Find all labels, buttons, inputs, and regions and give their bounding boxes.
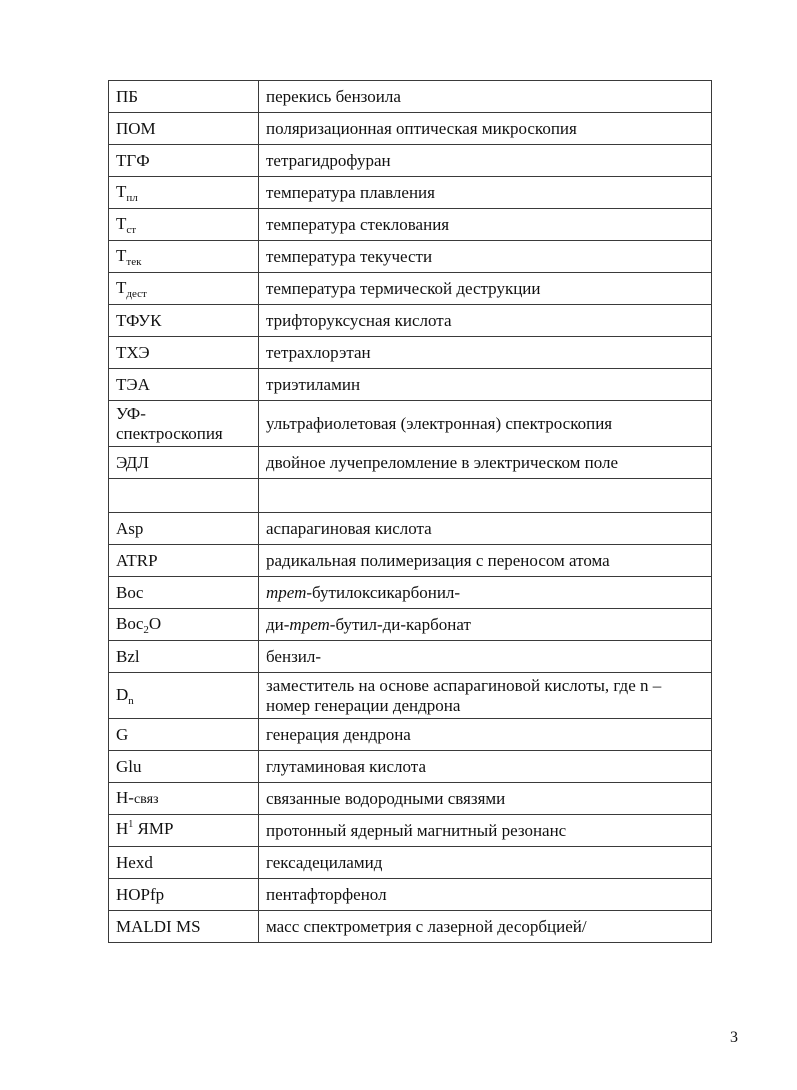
table-row bbox=[109, 305, 712, 337]
definition-rest: -бутил-ди-карбонат bbox=[329, 614, 471, 634]
table-row bbox=[109, 513, 712, 545]
term-cell: Bzl bbox=[109, 641, 259, 673]
term-main: Т bbox=[116, 277, 127, 297]
term-subscript: тек bbox=[126, 255, 142, 268]
definition-cell: радикальная полимеризация с переносом атома bbox=[259, 545, 712, 577]
table-row bbox=[109, 369, 712, 401]
definition-cell bbox=[259, 609, 712, 641]
term-subscript: n bbox=[128, 694, 134, 707]
definition-cell: гексадециламид bbox=[259, 847, 712, 879]
term-subscript: 2 bbox=[143, 623, 149, 636]
table-row bbox=[109, 751, 712, 783]
definition-cell: связанные водородными связями bbox=[259, 783, 712, 815]
definition-cell: трифторуксусная кислота bbox=[259, 305, 712, 337]
term-main: Т bbox=[116, 213, 127, 233]
term-after: ЯМР bbox=[133, 819, 174, 838]
term-superscript: 1 bbox=[128, 819, 134, 830]
term-main: D bbox=[116, 684, 129, 704]
term-cell: ЭДЛ bbox=[109, 447, 259, 479]
term-cell bbox=[109, 177, 259, 209]
term-cell: ТЭА bbox=[109, 369, 259, 401]
definition-rest: -бутилоксикарбонил- bbox=[306, 582, 461, 602]
term-cell: ТФУК bbox=[109, 305, 259, 337]
empty-row bbox=[109, 479, 712, 513]
definition-cell: пентафторфенол bbox=[259, 879, 712, 911]
term-main: Н- bbox=[116, 787, 134, 807]
definition-cell: температура термической деструкции bbox=[259, 273, 712, 305]
definition-cell: тетрахлорэтан bbox=[259, 337, 712, 369]
table-row bbox=[109, 177, 712, 209]
table-row bbox=[109, 209, 712, 241]
term-main: Т bbox=[116, 181, 127, 201]
term-cell: УФ-спектроскопия bbox=[109, 401, 259, 447]
term-cell bbox=[109, 479, 259, 513]
page-number: 3 bbox=[730, 1029, 738, 1046]
definition-cell: аспарагиновая кислота bbox=[259, 513, 712, 545]
definition-cell: температура плавления bbox=[259, 177, 712, 209]
term-cell bbox=[109, 273, 259, 305]
term-cell: Glu bbox=[109, 751, 259, 783]
term-cell: G bbox=[109, 719, 259, 751]
term-subscript: пл bbox=[126, 191, 138, 204]
term-small: связ bbox=[133, 791, 159, 807]
term-cell: ТГФ bbox=[109, 145, 259, 177]
table-row bbox=[109, 641, 712, 673]
term-main: Boc bbox=[116, 613, 144, 633]
table-row bbox=[109, 81, 712, 113]
term-cell: ПОМ bbox=[109, 113, 259, 145]
term-cell: Asp bbox=[109, 513, 259, 545]
term-subscript: дест bbox=[126, 287, 147, 300]
table-row bbox=[109, 401, 712, 447]
table-row bbox=[109, 145, 712, 177]
table-row bbox=[109, 113, 712, 145]
term-cell: Hexd bbox=[109, 847, 259, 879]
definition-cell bbox=[259, 479, 712, 513]
definition-cell: протонный ядерный магнитный резонанс bbox=[259, 815, 712, 847]
table-row bbox=[109, 879, 712, 911]
definition-prefix: ди- bbox=[266, 614, 290, 634]
definition-cell bbox=[259, 577, 712, 609]
definition-italic: трет bbox=[289, 614, 330, 634]
definition-cell: температура текучести bbox=[259, 241, 712, 273]
table-row bbox=[109, 719, 712, 751]
definition-cell: бензил- bbox=[259, 641, 712, 673]
definition-cell: генерация дендрона bbox=[259, 719, 712, 751]
definition-cell: ультрафиолетовая (электронная) спектроскопия bbox=[259, 401, 712, 447]
table-row bbox=[109, 337, 712, 369]
term-cell bbox=[109, 209, 259, 241]
definition-cell: глутаминовая кислота bbox=[259, 751, 712, 783]
term-cell: HOPfp bbox=[109, 879, 259, 911]
table-row bbox=[109, 545, 712, 577]
term-after: O bbox=[148, 613, 162, 633]
term-cell bbox=[109, 783, 259, 815]
abbreviations-table bbox=[108, 80, 712, 943]
definition-cell: заместитель на основе аспарагиновой кислоты, где n – номер генерации дендрона bbox=[259, 673, 712, 719]
term-main: Н bbox=[116, 819, 129, 838]
definition-cell: двойное лучепреломление в электрическом поле bbox=[259, 447, 712, 479]
table-row bbox=[109, 783, 712, 815]
table-row bbox=[109, 911, 712, 943]
term-cell: ПБ bbox=[109, 81, 259, 113]
term-main: Т bbox=[116, 245, 127, 265]
table-row bbox=[109, 673, 712, 719]
definition-cell: температура стеклования bbox=[259, 209, 712, 241]
table-row bbox=[109, 609, 712, 641]
definition-cell: масс спектрометрия с лазерной десорбцией/ bbox=[259, 911, 712, 943]
definition-cell: триэтиламин bbox=[259, 369, 712, 401]
term-subscript: ст bbox=[126, 223, 137, 236]
term-cell bbox=[109, 609, 259, 641]
definition-cell: тетрагидрофуран bbox=[259, 145, 712, 177]
table-row bbox=[109, 241, 712, 273]
definition-cell: поляризационная оптическая микроскопия bbox=[259, 113, 712, 145]
table-row bbox=[109, 815, 712, 847]
term-cell bbox=[109, 673, 259, 719]
table-row bbox=[109, 577, 712, 609]
term-cell: ATRP bbox=[109, 545, 259, 577]
table-row bbox=[109, 273, 712, 305]
term-cell bbox=[109, 241, 259, 273]
term-cell: MALDI MS bbox=[109, 911, 259, 943]
definition-italic: трет bbox=[266, 582, 307, 602]
term-cell bbox=[109, 815, 259, 847]
term-cell: Boc bbox=[109, 577, 259, 609]
definition-cell: перекись бензоила bbox=[259, 81, 712, 113]
table-row bbox=[109, 447, 712, 479]
term-cell: ТХЭ bbox=[109, 337, 259, 369]
table-row bbox=[109, 847, 712, 879]
